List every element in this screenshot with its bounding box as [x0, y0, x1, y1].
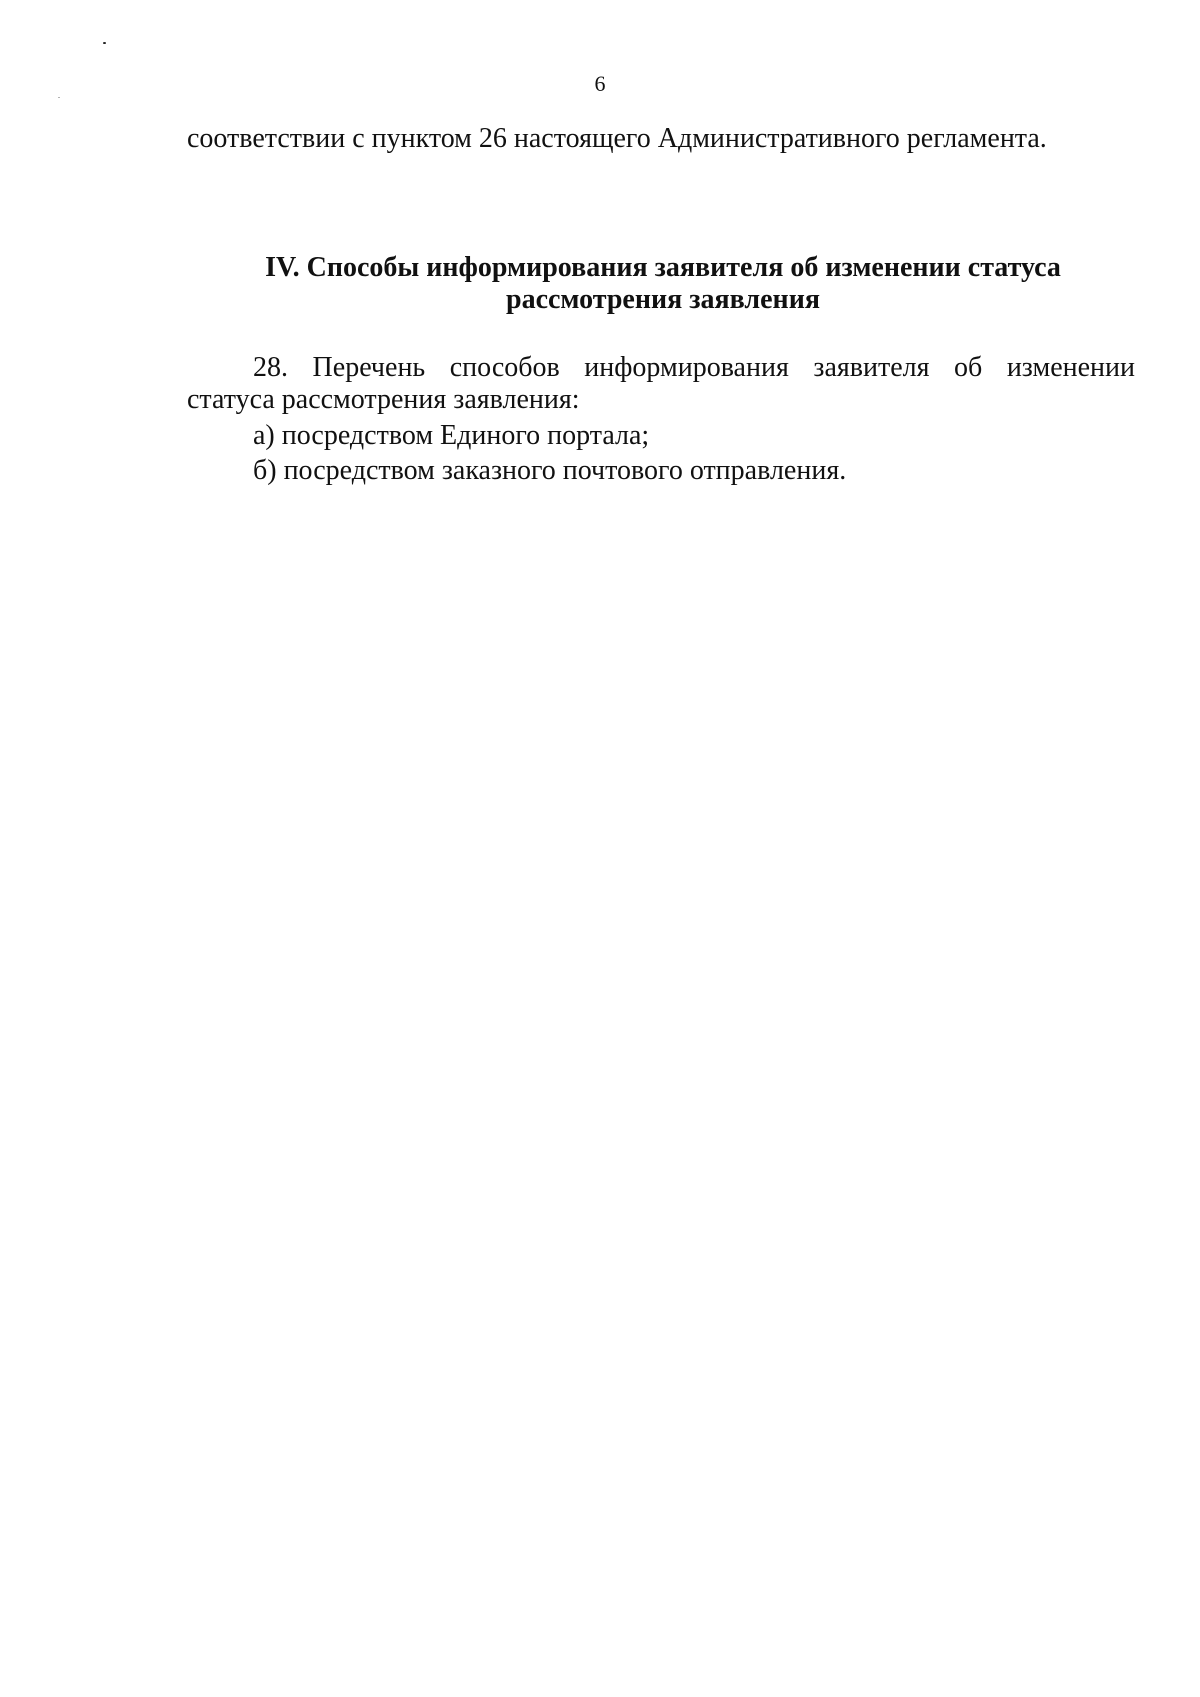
list-item: б) посредством заказного почтового отправления. — [253, 455, 847, 486]
scan-speck — [103, 42, 106, 44]
section-heading-line: IV. Способы информирования заявителя об изменении статуса — [265, 252, 1061, 283]
section-heading-line: рассмотрения заявления — [506, 284, 820, 315]
section-heading — [188, 252, 1138, 316]
paragraph-28 — [187, 352, 1135, 416]
list-item: а) посредством Единого портала; — [253, 420, 650, 451]
paragraph-line: статуса рассмотрения заявления: — [187, 384, 580, 415]
page-number: 6 — [594, 71, 606, 96]
scan-speck — [58, 97, 60, 98]
paragraph-line: 28. Перечень способов информирования заявителя об изменении — [253, 352, 1135, 383]
continuation-text: соответствии с пунктом 26 настоящего Административного регламента. — [187, 123, 1047, 154]
